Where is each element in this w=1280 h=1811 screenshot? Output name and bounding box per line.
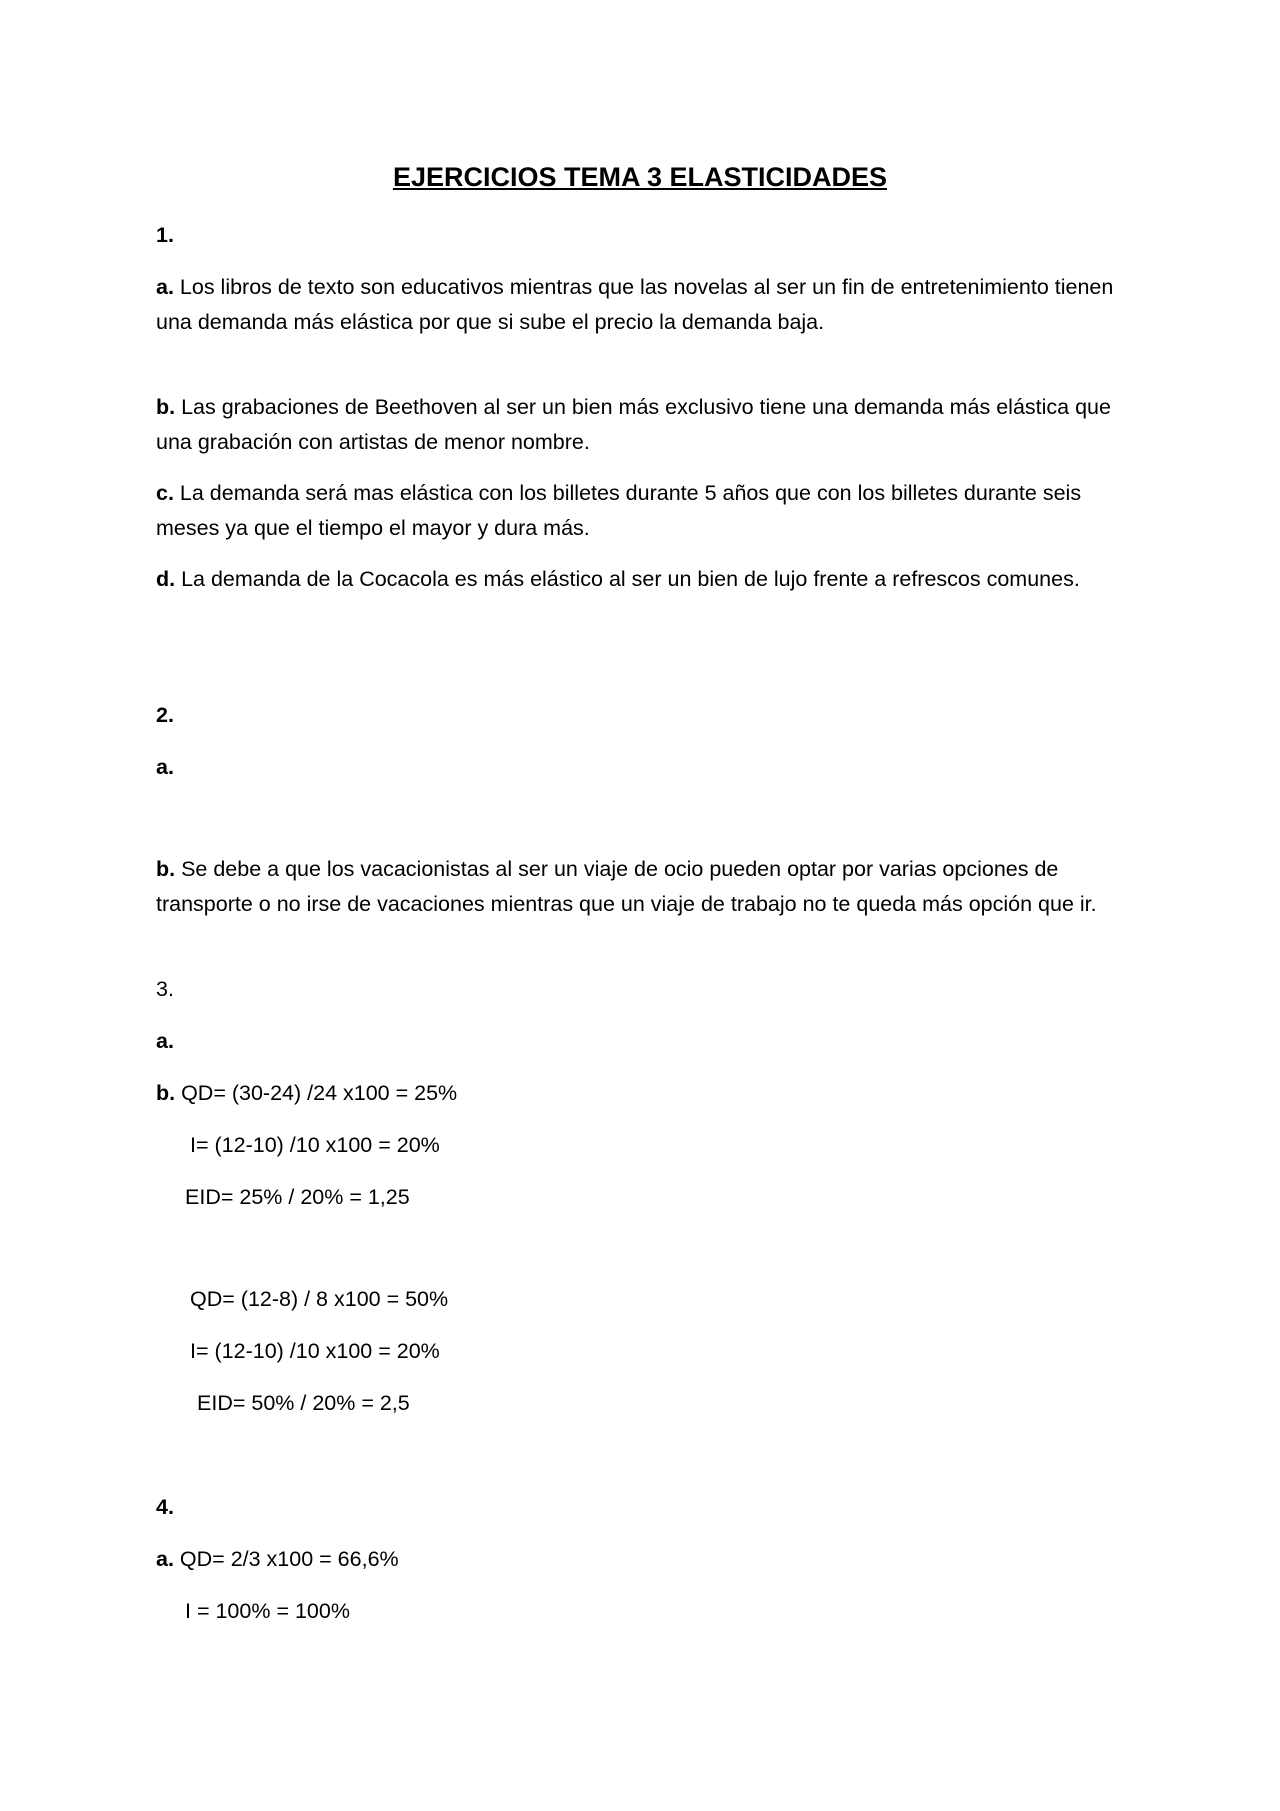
q1-d-text: La demanda de la Cocacola es más elástico al ser un bien de lujo frente a refrescos comunes. xyxy=(175,567,1080,591)
document-title: EJERCICIOS TEMA 3 ELASTICIDADES xyxy=(392,162,888,192)
q1-a-text: Los libros de texto son educativos mientras que las novelas al ser un fin de entretenimiento tienen una demanda más elástica por que si sube el precio la demanda baja. xyxy=(156,275,1114,334)
q3-formula-line: EID= 50% / 20% = 2,5 xyxy=(197,1391,410,1415)
q2-answer-b xyxy=(156,852,1122,921)
q3-b-label: b. xyxy=(156,1081,176,1105)
q2-b-label: b. xyxy=(156,857,176,881)
q2-b-text: Se debe a que los vacacionistas al ser un viaje de ocio pueden optar por varias opciones de transporte o no irse de vacaciones mientras que un viaje de trabajo no te queda más opción que ir. xyxy=(156,857,1097,916)
q1-d-label: d. xyxy=(156,567,176,591)
q1-c-label: c. xyxy=(156,481,174,505)
q1-b-text: Las grabaciones de Beethoven al ser un bien más exclusivo tiene una demanda más elástica que una grabación con artistas de menor nombre. xyxy=(156,395,1111,454)
q1-answer-d xyxy=(156,562,1122,597)
q1-a-label: a. xyxy=(156,275,174,299)
q4-number: 4. xyxy=(156,1495,174,1519)
q3-formula-line: I= (12-10) /10 x100 = 20% xyxy=(190,1133,440,1157)
q1-answer-c xyxy=(156,476,1122,545)
q1-answer-b xyxy=(156,390,1122,459)
q3-formula-line: EID= 25% / 20% = 1,25 xyxy=(185,1185,410,1209)
q2-a-label: a. xyxy=(156,755,174,779)
q1-answer-a xyxy=(156,270,1122,339)
q3-formula-line: I= (12-10) /10 x100 = 20% xyxy=(190,1339,440,1363)
q1-b-label: b. xyxy=(156,395,176,419)
q3-formula-line: QD= (12-8) / 8 x100 = 50% xyxy=(190,1287,449,1311)
q3-answer-b xyxy=(156,1076,1122,1111)
q4-answer-a xyxy=(156,1542,1122,1577)
q3-b-text: QD= (30-24) /24 x100 = 25% xyxy=(175,1081,458,1105)
q3-a-label: a. xyxy=(156,1029,174,1053)
q4-a-text: QD= 2/3 x100 = 66,6% xyxy=(173,1547,399,1571)
q1-number: 1. xyxy=(156,223,174,247)
q3-number: 3. xyxy=(156,977,174,1001)
q4-a-label: a. xyxy=(156,1547,174,1571)
q2-number: 2. xyxy=(156,703,174,727)
q1-c-text: La demanda será mas elástica con los billetes durante 5 años que con los billetes durante seis meses ya que el tiempo el mayor y dura más. xyxy=(156,481,1082,540)
q4-formula-line: I = 100% = 100% xyxy=(185,1599,350,1623)
